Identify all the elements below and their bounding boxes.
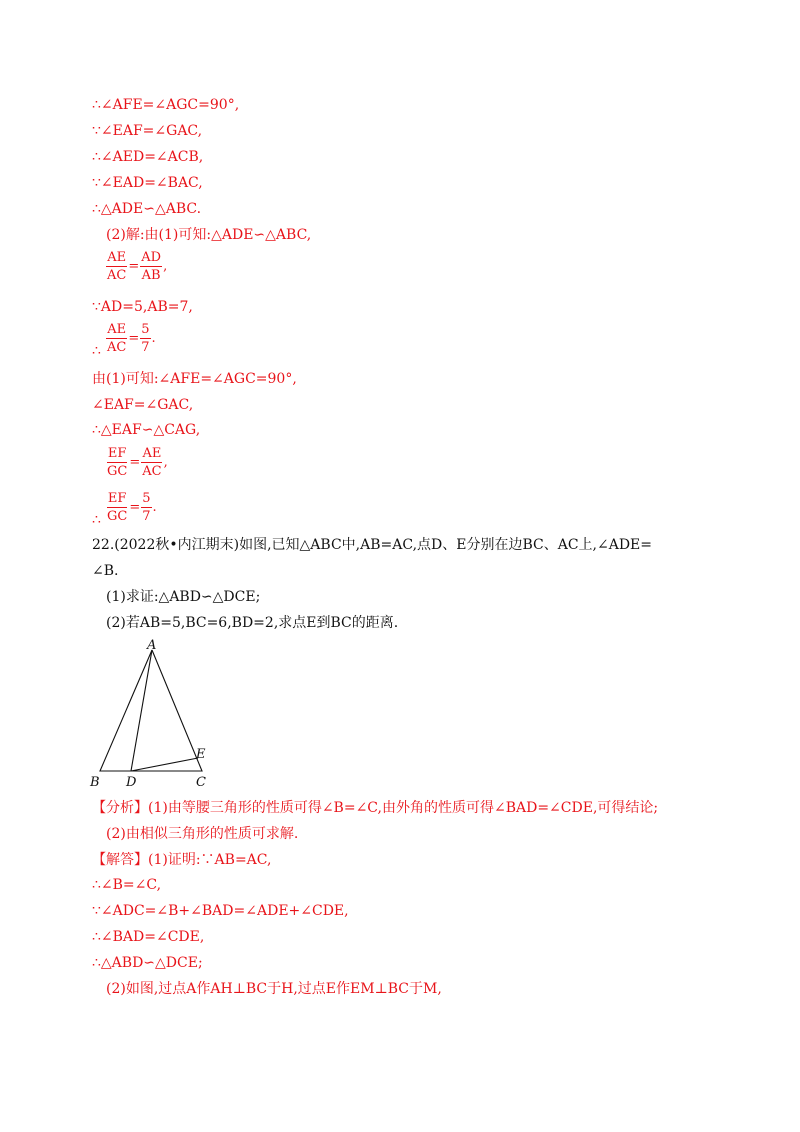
proof-line: 由(1)可知:∠AFE=∠AGC=90°,: [92, 371, 297, 387]
fraction-equation: $\frac{EF}{GC}$ = $\frac{5}{7}$ .: [107, 491, 157, 524]
label-b: B: [90, 775, 100, 790]
proof-line: ∴△EAF∽△CAG,: [92, 422, 201, 438]
proof-line: ∵∠EAF=∠GAC,: [92, 123, 203, 139]
proof-line: ∵∠EAD=∠BAC,: [92, 175, 203, 191]
numerator: AD: [141, 250, 162, 265]
proof-line: (2)如图,过点A作AH⊥BC于H,过点E作EM⊥BC于M,: [106, 981, 442, 997]
proof-line: ∴∠AED=∠ACB,: [92, 149, 204, 165]
proof-line: ∴∠BAD=∠CDE,: [92, 929, 205, 945]
numerator: 5: [141, 322, 150, 337]
label-a: A: [147, 638, 157, 653]
question-stem: 22.(2022秋•内江期末)如图,已知△ABC中,AB=AC,点D、E分别在边BC、AC上,∠ADE=: [92, 537, 653, 553]
numerator: EF: [107, 491, 127, 506]
punctuation: ,: [163, 455, 168, 470]
punctuation: .: [152, 500, 157, 515]
proof-line: ∴∠B=∠C,: [92, 877, 162, 893]
answer-line: 【解答】(1)证明:∵AB=AC,: [92, 852, 272, 868]
question-part-2: (2)若AB=5,BC=6,BD=2,求点E到BC的距离.: [106, 615, 399, 631]
proof-line: ∵∠ADC=∠B+∠BAD=∠ADE+∠CDE,: [92, 903, 349, 919]
punctuation: .: [151, 331, 156, 346]
numerator: 5: [142, 491, 151, 506]
denominator: 7: [142, 509, 151, 524]
question-part-1: (1)求证:△ABD∽△DCE;: [106, 589, 261, 605]
proof-line: ∵AD=5,AB=7,: [92, 299, 193, 315]
therefore-symbol: ∴: [92, 512, 101, 528]
punctuation: ,: [163, 259, 168, 274]
segment-ad: [131, 650, 152, 771]
proof-line: ∴∠AFE=∠AGC=90°,: [92, 97, 240, 113]
denominator: AC: [107, 340, 127, 355]
label-d: D: [126, 775, 137, 790]
fraction-equation: $\frac{AE}{AC}$ = $\frac{AD}{AB}$ ,: [107, 250, 168, 283]
analysis-line: (2)由相似三角形的性质可求解.: [106, 826, 299, 842]
proof-line: ∴△ABD∽△DCE;: [92, 955, 203, 971]
proof-line: ∴△ADE∽△ABC.: [92, 201, 202, 217]
denominator: 7: [141, 340, 150, 355]
denominator: GC: [107, 464, 128, 479]
denominator: AC: [107, 268, 127, 283]
denominator: AC: [142, 464, 162, 479]
segment-de: [131, 758, 198, 771]
question-stem-cont: ∠B.: [92, 563, 119, 579]
fraction-equation: $\frac{AE}{AC}$ = $\frac{5}{7}$ .: [107, 322, 156, 355]
denominator: GC: [107, 509, 128, 524]
label-c: C: [196, 775, 206, 790]
analysis-line: 【分析】(1)由等腰三角形的性质可得∠B=∠C,由外角的性质可得∠BAD=∠CDE,可得结论;: [92, 800, 659, 816]
therefore-symbol: ∴: [92, 343, 101, 359]
denominator: AB: [141, 268, 161, 283]
proof-line: (2)解:由(1)可知:△ADE∽△ABC,: [106, 227, 312, 243]
triangle-outline: [100, 650, 202, 771]
triangle-figure: [86, 636, 216, 792]
numerator: AE: [107, 250, 127, 265]
fraction-equation: $\frac{EF}{GC}$ = $\frac{AE}{AC}$ ,: [107, 446, 168, 479]
label-e: E: [196, 747, 206, 762]
proof-line: ∠EAF=∠GAC,: [92, 397, 194, 413]
numerator: EF: [107, 446, 127, 461]
numerator: AE: [107, 322, 127, 337]
numerator: AE: [142, 446, 162, 461]
